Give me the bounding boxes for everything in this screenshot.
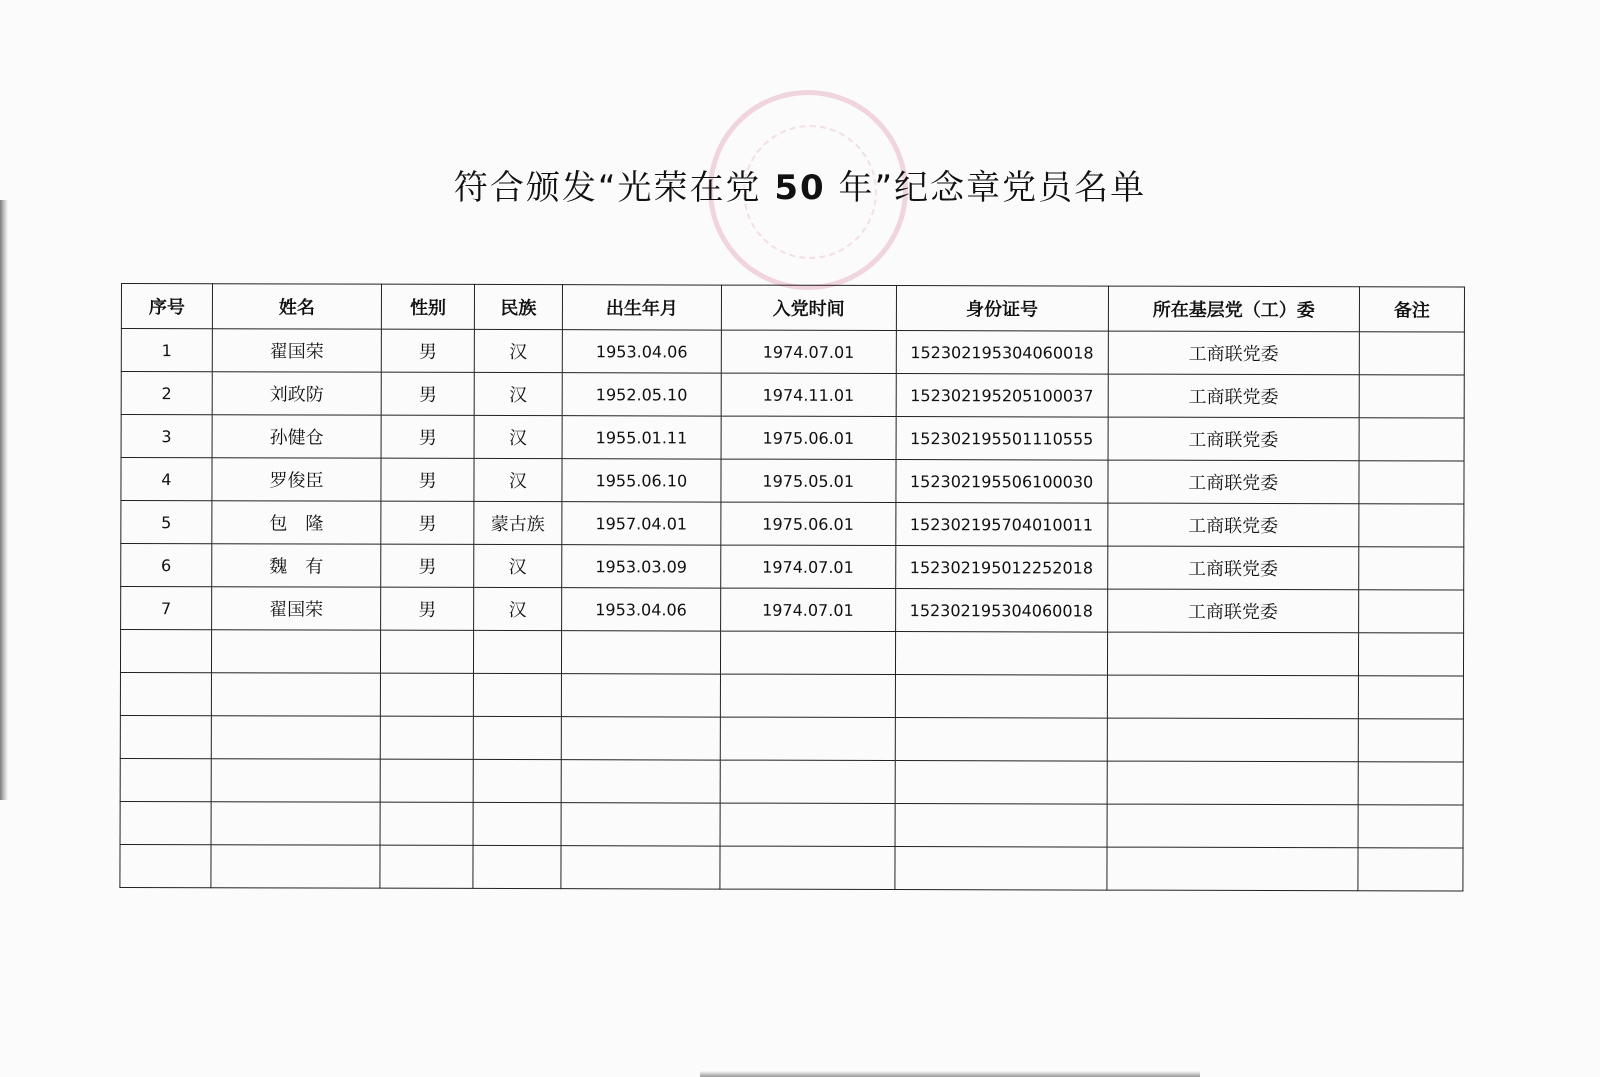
header-gender: 性别 [382,284,475,329]
cell-committee: 工商联党委 [1108,460,1359,504]
empty-cell [1107,718,1358,762]
empty-cell [120,715,211,758]
empty-cell [380,759,473,802]
empty-cell [120,801,211,844]
cell-birth: 1953.04.06 [561,588,720,631]
cell-name: 魏 有 [212,544,382,587]
cell-joined: 1975.06.01 [721,416,896,459]
cell-birth: 1955.01.11 [562,416,721,459]
cell-remark [1359,547,1464,590]
cell-id-number: 152302195506100030 [895,460,1107,504]
cell-committee: 工商联党委 [1108,417,1359,461]
empty-cell [120,630,211,673]
cell-birth: 1953.04.06 [562,330,721,373]
cell-no: 4 [121,458,212,501]
empty-cell [380,845,473,888]
empty-cell [1358,719,1463,762]
empty-cell [211,673,381,716]
cell-gender: 男 [381,501,474,544]
empty-cell [561,803,720,846]
empty-cell [561,760,720,803]
empty-cell [561,674,720,717]
title-number: 50 [774,168,826,208]
member-roster-table [119,283,1465,892]
empty-cell [211,716,381,759]
cell-committee: 工商联党委 [1108,503,1359,547]
cell-remark [1359,418,1464,461]
cell-gender: 男 [381,329,474,372]
empty-cell [720,803,895,846]
cell-joined: 1975.05.01 [721,459,896,502]
empty-cell [895,632,1107,676]
table-row [121,501,1464,548]
empty-cell [1107,847,1358,891]
empty-cell [120,844,211,887]
empty-cell [473,716,561,759]
cell-gender: 男 [381,587,474,630]
cell-joined: 1974.07.01 [721,588,896,631]
cell-id-number: 152302195704010011 [895,503,1107,547]
empty-cell [120,758,211,801]
header-ethnicity: 民族 [474,284,562,329]
cell-gender: 男 [381,415,474,458]
empty-cell [720,717,895,760]
title-prefix: 符合颁发“光荣在党 [453,168,762,208]
empty-cell [561,717,720,760]
empty-cell [561,846,720,889]
empty-cell [120,673,211,716]
scan-edge-shadow [0,200,8,800]
cell-no: 7 [121,587,212,630]
empty-cell [473,802,561,845]
cell-id-number: 152302195501110555 [896,417,1108,461]
scan-bottom-shadow [700,1071,1200,1077]
cell-id-number: 152302195304060018 [896,331,1108,375]
empty-cell [473,845,561,888]
empty-cell [211,759,381,802]
cell-name: 包 隆 [212,501,382,544]
cell-ethnicity: 汉 [474,415,562,458]
cell-birth: 1955.06.10 [562,459,721,502]
cell-gender: 男 [381,544,474,587]
table-header-row [121,284,1464,333]
empty-cell [720,760,895,803]
table-row [121,415,1464,462]
cell-committee: 工商联党委 [1108,374,1359,418]
cell-remark [1359,504,1464,547]
cell-name: 刘政防 [212,372,382,415]
empty-cell [895,718,1107,762]
cell-name: 翟国荣 [211,587,381,630]
cell-gender: 男 [381,372,474,415]
empty-table-row [120,715,1463,762]
cell-joined: 1974.07.01 [721,330,896,373]
cell-ethnicity: 汉 [474,544,562,587]
cell-ethnicity: 汉 [474,372,562,415]
cell-no: 2 [121,372,212,415]
cell-birth: 1953.03.09 [562,545,721,588]
cell-committee: 工商联党委 [1107,546,1358,590]
empty-cell [720,846,895,889]
empty-cell [895,675,1107,719]
empty-cell [1358,762,1463,805]
header-committee: 所在基层党（工）委 [1108,286,1359,332]
empty-table-row [120,844,1463,891]
cell-joined: 1975.06.01 [721,502,896,545]
cell-birth: 1957.04.01 [562,502,721,545]
empty-cell [895,761,1107,805]
empty-cell [211,630,381,673]
document-title [0,160,1600,209]
table-row [121,544,1464,591]
header-birth: 出生年月 [562,285,721,330]
table-row [121,587,1464,634]
empty-cell [895,804,1107,848]
empty-cell [1358,805,1463,848]
cell-committee: 工商联党委 [1107,589,1358,633]
cell-no: 5 [121,501,212,544]
empty-cell [380,802,473,845]
table-row [121,329,1464,376]
empty-cell [720,631,895,674]
empty-cell [473,673,561,716]
empty-cell [1358,633,1463,676]
cell-no: 1 [121,329,212,372]
header-remark: 备注 [1359,287,1464,332]
cell-remark [1358,590,1463,633]
cell-remark [1359,461,1464,504]
empty-cell [473,759,561,802]
cell-joined: 1974.07.01 [721,545,896,588]
cell-no: 6 [121,544,212,587]
empty-cell [381,630,474,673]
empty-cell [1107,804,1358,848]
cell-birth: 1952.05.10 [562,373,721,416]
empty-cell [1107,632,1358,676]
title-suffix: 年”纪念章党员名单 [838,168,1147,208]
table-row [121,372,1464,419]
cell-joined: 1974.11.01 [721,373,896,416]
cell-committee: 工商联党委 [1108,331,1359,375]
cell-name: 孙健仓 [212,415,382,458]
cell-remark [1359,375,1464,418]
empty-cell [894,847,1106,891]
header-id-number: 身份证号 [896,286,1108,332]
cell-gender: 男 [381,458,474,501]
cell-id-number: 152302195012252018 [895,546,1107,590]
empty-cell [380,716,473,759]
empty-cell [561,631,720,674]
cell-ethnicity: 蒙古族 [474,501,562,544]
cell-ethnicity: 汉 [474,587,562,630]
empty-cell [1107,675,1358,719]
table-row [121,458,1464,505]
empty-cell [381,673,474,716]
cell-name: 罗俊臣 [212,458,382,501]
empty-cell [211,845,381,888]
header-joined: 入党时间 [721,285,896,330]
empty-table-row [120,630,1463,677]
cell-ethnicity: 汉 [474,458,562,501]
empty-cell [1358,676,1463,719]
empty-cell [720,674,895,717]
cell-no: 3 [121,415,212,458]
empty-cell [211,802,381,845]
empty-table-row [120,801,1463,848]
cell-id-number: 152302195304060018 [895,589,1107,633]
cell-name: 翟国荣 [212,329,382,372]
empty-table-row [120,758,1463,805]
empty-cell [1358,848,1463,891]
cell-id-number: 152302195205100037 [896,374,1108,418]
cell-remark [1359,332,1464,375]
empty-cell [1107,761,1358,805]
cell-ethnicity: 汉 [474,329,562,372]
header-name: 姓名 [212,284,382,329]
header-no: 序号 [121,284,212,329]
empty-table-row [120,673,1463,720]
empty-cell [474,630,562,673]
